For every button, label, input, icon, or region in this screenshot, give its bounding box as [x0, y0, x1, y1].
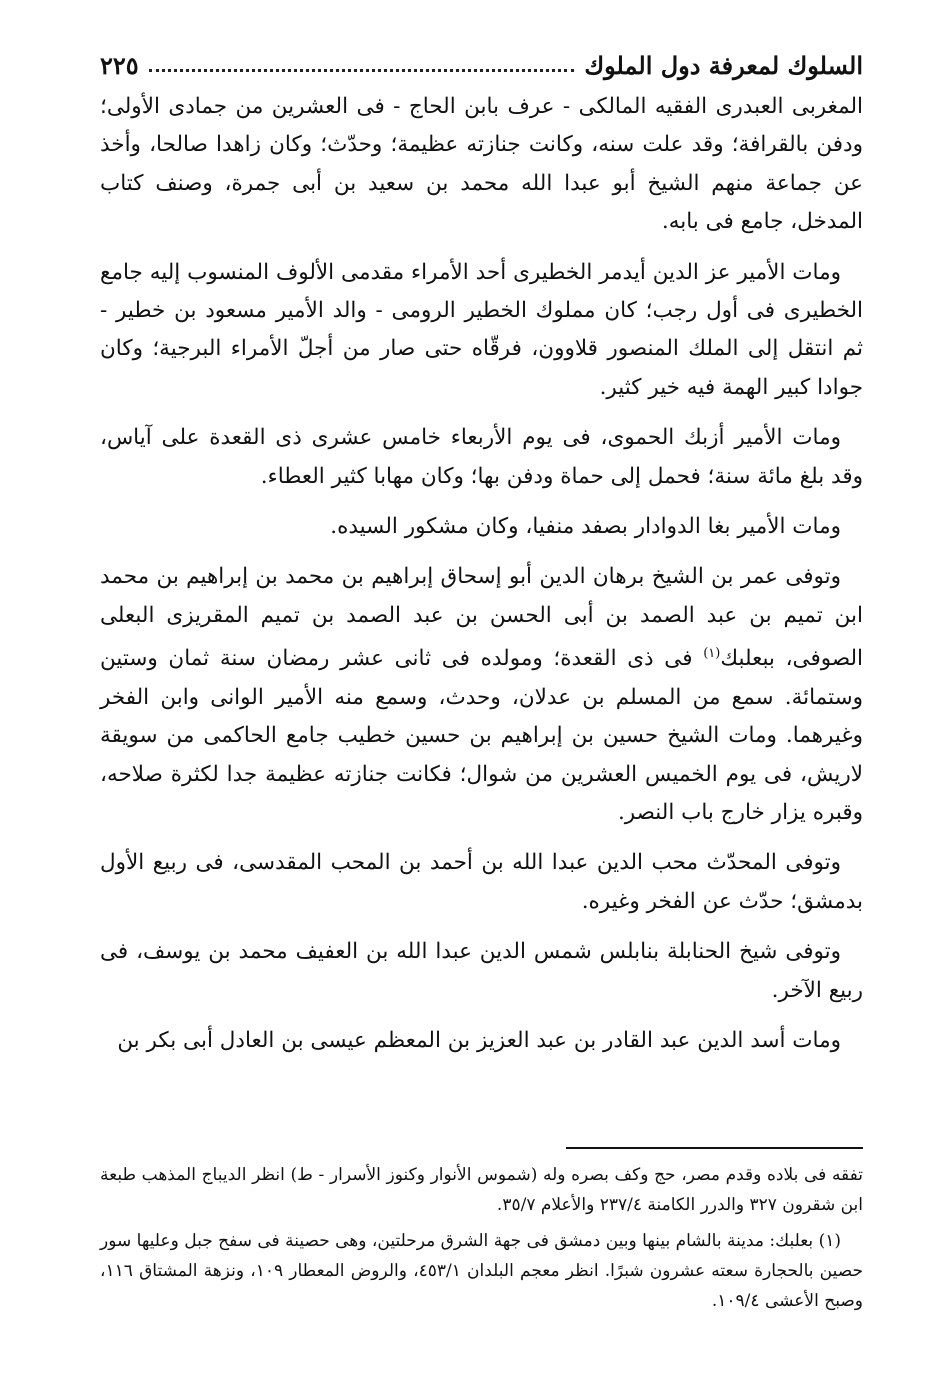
header-dot-leader [149, 69, 575, 72]
paragraph-with-footnote [100, 558, 863, 832]
footnote-item: (١) بعلبك: مدينة بالشام بينها وبين دمشق فى جهة الشرق مرحلتين، وهى حصينة فى سفح جبل وعليها سور حصين بالحجارة سعته عشرون شبرًا. انظر معجم البلدان ٤٥٣/١، والروض المعطار ١٠٩، ونزهة المشتاق ١١٦، وصبح الأعشى ١٠٩/٤. [100, 1231, 863, 1311]
paragraph: المغربى العبدرى الفقيه المالكى - عرف بابن الحاج - فى العشرين من جمادى الأولى؛ ودفن بالقرافة؛ وقد علت سنه، وكانت جنازته عظيمة؛ وحدّث؛ وكان زاهدا صالحا، وأخذ عن جماعة منهم الشيخ أبو عبدا الله محمد بن سعيد بن أبى جمرة، وصنف كتاب المدخل، جامع فى بابه. [100, 94, 863, 235]
paragraph: وتوفى شيخ الحنابلة بنابلس شمس الدين عبدا الله بن العفيف محمد بن يوسف، فى ربيع الآخر. [100, 939, 863, 1003]
paragraph: ومات أسد الدين عبد القادر بن عبد العزيز بن المعظم عيسى بن العادل أبى بكر بن [117, 1028, 841, 1054]
paragraph: وتوفى المحدّث محب الدين عبدا الله بن أحمد بن المحب المقدسى، فى ربيع الأول بدمشق؛ حدّث عن الفخر وغيره. [100, 850, 863, 914]
paragraph-part: فى ذى القعدة؛ ومولده فى ثانى عشر رمضان سنة ثمان وستين وستمائة. سمع من المسلم بن عدلان، وحدث، وسمع منه الأمير الوانى وابن الفخر وغيرهما. ومات الشيخ حسين بن إبراهيم بن حسين خطيب جامع الحاكمى من سويقة لاريش، فى يوم الخميس العشرين من شوال؛ فكانت جنازته عظيمة جدا لكثرة صلاحه، وقبره يزار خارج باب النصر. [100, 646, 863, 826]
paragraph: ومات الأمير بغا الدوادار بصفد منفيا، وكان مشكور السيده. [330, 514, 841, 540]
footnote-separator [566, 1147, 863, 1149]
footnote-continuation: تفقه فى بلاده وقدم مصر، حج وكف بصره وله (شموس الأنوار وكنوز الأسرار - ط) انظر الديباج المذهب طبعة ابن شقرون ٣٢٧ والدرر الكامنة ٢٣٧/٤ والأعلام ٣٥/٧. [100, 1165, 863, 1215]
footnote-reference[interactable]: (١) [703, 646, 721, 662]
paragraph: ومات الأمير أزبك الحموى، فى يوم الأربعاء خامس عشرى ذى القعدة على آياس، وقد بلغ مائة سنة؛ فحمل إلى حماة ودفن بها؛ وكان مهابا كثير العطاء. [100, 425, 863, 489]
footnotes [100, 1160, 863, 1322]
page-header [100, 38, 863, 80]
paragraph-part: وتوفى عمر بن الشيخ برهان الدين أبو إسحاق إبراهيم بن محمد بن إبراهيم بن محمد ابن تميم بن عبد الصمد بن أبى الحسن بن عبد الصمد بن تميم المقريزى البعلى الصوفى، ببعلبك [100, 564, 863, 672]
running-title: السلوك لمعرفة دول الملوك [584, 51, 863, 80]
paragraph: ومات الأمير عز الدين أيدمر الخطيرى أحد الأمراء مقدمى الألوف المنسوب إليه جامع الخطيرى فى أول رجب؛ كان مملوك الخطير الرومى - والد الأمير مسعود بن خطير - ثم انتقل إلى الملك المنصور قلاوون، فرقّاه حتى صار من أجلّ الأمراء البرجية؛ وكان جوادا كبير الهمة فيه خير كثير. [100, 259, 863, 400]
main-text [100, 88, 863, 1073]
page-number: ٢٢٥ [100, 51, 139, 80]
